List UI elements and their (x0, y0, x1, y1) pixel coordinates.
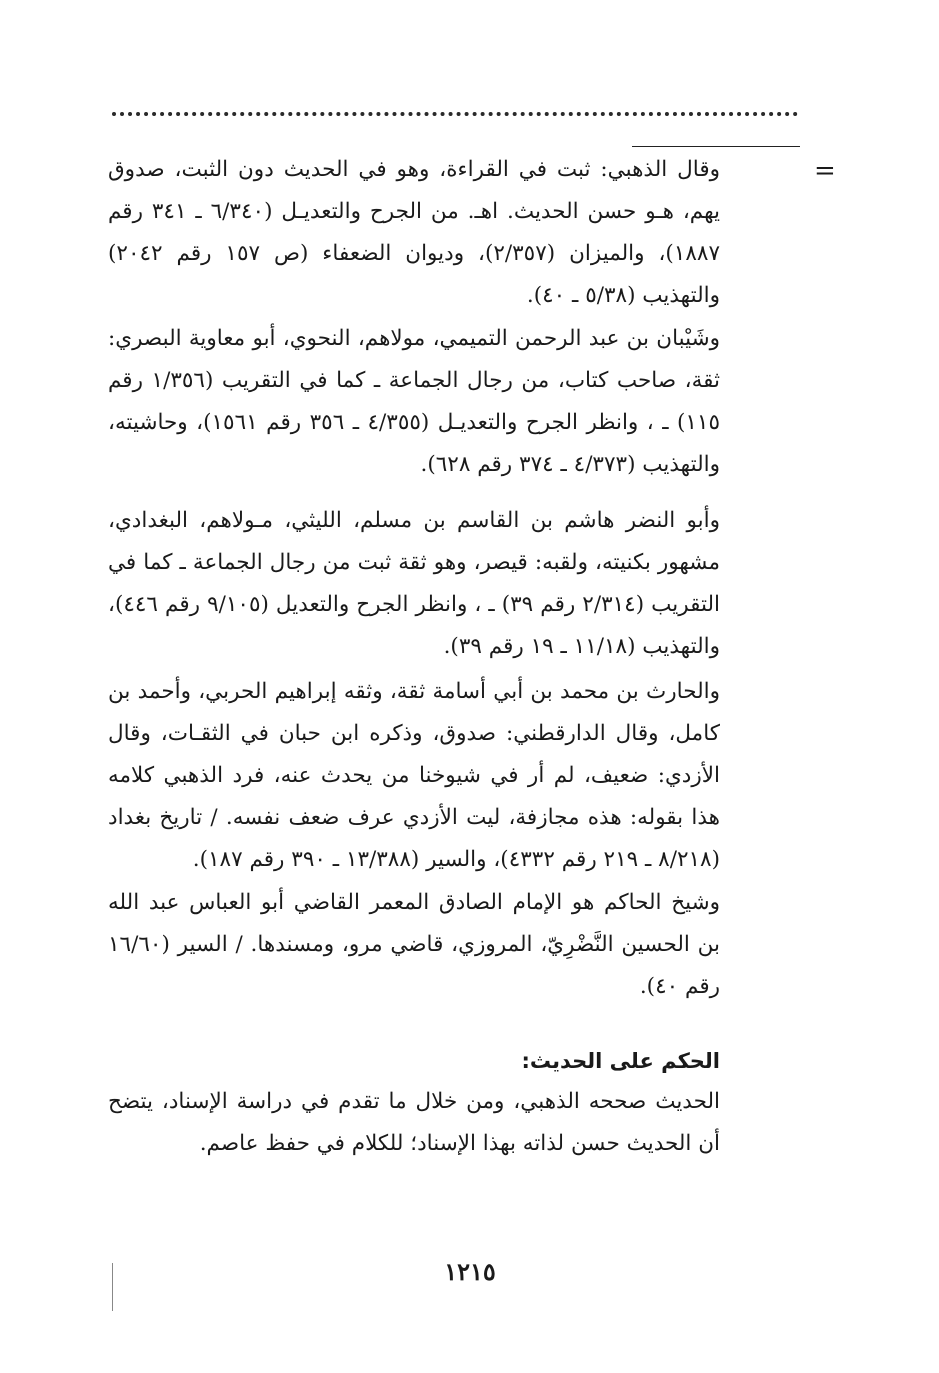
page-number: ١٢١٥ (444, 1257, 496, 1286)
paragraph-shayban: وشَيْبان بن عبد الرحمن التميمي، مولاهم، النحوي، أبو معاوية البصري: ثقة، صاحب كتاب، من رجال الجماعة ـ كما في التقريب (١/٣٥٦ رقم ١١٥) ـ ، وانظر الجرح والتعديـل (٤/٣٥٥ ـ ٣٥٦ رقم ١٥٦١)، وحاشيته، والتهذيب (٤/٣٧٣ ـ ٣٧٤ رقم ٦٢٨). (108, 326, 720, 477)
paragraph-al-harith: والحارث بن محمد بن أبي أسامة ثقة، وثقه إبراهيم الحربي، وأحمد بن كامل، وقال الدارقطني: صدوق، وذكره ابن حبان في الثقـات، وقال الأزدي: ضعيف، لم أر في شيوخنا من يحدث عنه، فرد الذهبي كلامه هذا بقوله: هذه مجازفة، ليت الأزدي عرف ضعف نفسه. / تاريخ بغداد (٨/٢١٨ ـ ٢١٩ رقم ٤٣٣٢)، والسير (١٣/٣٨٨ ـ ٣٩٠ رقم ١٨٧). (108, 679, 720, 872)
header-dotted-rule (112, 100, 798, 116)
paragraph-abu-al-nadr: وأبو النضر هاشم بن القاسم بن مسلم، الليثي، مـولاهم، البغدادي، مشهور بكنيته، ولقبه: قيصر، وهو ثقة ثبت من رجال الجماعة ـ كما في التقريب (٢/٣١٤ رقم ٣٩) ـ ، وانظر الجرح والتعديل (٩/١٠٥ رقم ٤٤٦)، والتهذيب (١١/١٨ ـ ١٩ رقم ٣٩). (108, 508, 721, 659)
scan-margin-line (112, 1263, 113, 1311)
footnote-separator (632, 146, 800, 147)
ruling-text: الحديث صححه الذهبي، ومن خلال ما تقدم في دراسة الإسناد، يتضح أن الحديث حسن لذاته بهذا الإسناد؛ للكلام في حفظ عاصم. (108, 1089, 720, 1156)
continuation-mark: = (814, 156, 836, 186)
paragraph-hakim-shaykh: وشيخ الحاكم هو الإمام الصادق المعمر القاضي أبو العباس عبد الله بن الحسين النَّضْرِيّ، المروزي، قاضي مرو، ومسندها. / السير (١٦/٦٠ رقم ٤٠). (108, 890, 720, 999)
ruling-heading: الحكم على الحديث: (521, 1049, 720, 1073)
paragraph-al-dhahabi-note: وقال الذهبي: ثبت في القراءة، وهو في الحديث دون الثبت، صدوق يهم، هـو حسن الحديث. اهـ. من الجرح والتعديـل (٦/٣٤٠ ـ ٣٤١ رقم ١٨٨٧)، والميزان (٢/٣٥٧)، وديوان الضعفاء (ص ١٥٧ رقم ٢٠٤٢) والتهذيب (٥/٣٨ ـ ٤٠). (108, 157, 721, 308)
